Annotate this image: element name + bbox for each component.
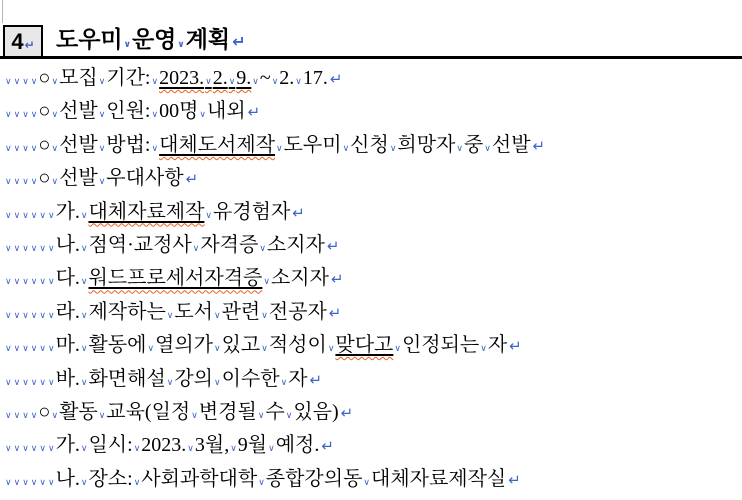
- space-mark: ∨: [271, 77, 279, 87]
- space-mark: ∨: [98, 143, 106, 154]
- space-mark: ∨: [5, 77, 12, 87]
- space-mark: ∨: [47, 377, 55, 388]
- space-mark: ∨: [22, 277, 29, 288]
- space-mark: ∨: [39, 444, 46, 455]
- space-mark: ∨: [98, 410, 106, 421]
- space-mark: ∨: [22, 344, 29, 355]
- space-mark: ∨: [30, 210, 38, 221]
- space-mark: ∨: [39, 477, 46, 488]
- space-mark: ∨: [166, 310, 174, 321]
- text-run: 도우미∨운영∨계획: [56, 27, 231, 52]
- text-run: 다.∨: [55, 267, 88, 290]
- space-mark: ∨: [22, 444, 29, 455]
- underlined-text-run: [159, 67, 251, 89]
- spellcheck-squiggle-run: 대체자료제작: [88, 200, 205, 223]
- return-mark-icon: ↵: [247, 103, 261, 122]
- space-mark: ∨: [39, 210, 46, 221]
- return-mark-icon: ↵: [328, 303, 342, 322]
- space-mark: ∨: [166, 377, 174, 388]
- space-mark: ∨: [252, 77, 259, 87]
- space-mark: ∨: [5, 177, 12, 188]
- text-run: ∨소지자: [263, 267, 329, 290]
- space-mark: ∨: [13, 277, 21, 288]
- space-mark: ∨: [80, 277, 88, 288]
- space-mark: ∨: [205, 210, 212, 221]
- text-run: ∨유경험자: [205, 200, 291, 223]
- space-mark: ∨: [47, 210, 55, 221]
- space-mark: ∨: [151, 143, 159, 154]
- space-mark: ∨: [47, 344, 55, 355]
- text-run: 바.∨화면해설∨강의∨이수한∨자: [55, 367, 308, 390]
- doc-line-training-date[interactable]: [0, 429, 742, 462]
- space-mark: ∨: [342, 143, 350, 154]
- heading-number-box[interactable]: [3, 25, 43, 58]
- space-mark: ∨: [80, 377, 88, 388]
- return-mark-icon: ↵: [508, 470, 521, 489]
- doc-line-pref-na[interactable]: [0, 229, 742, 262]
- underlined-text-run: [88, 201, 204, 223]
- space-mark: ∨: [5, 477, 12, 488]
- doc-line-pref-ra[interactable]: [0, 296, 742, 329]
- space-mark: ∨: [13, 77, 21, 87]
- doc-line-selection-prefs[interactable]: [0, 162, 742, 195]
- text-run: ○∨선발∨우대사항: [38, 167, 184, 190]
- space-mark: ∨: [30, 77, 38, 87]
- heading-underline: [0, 56, 742, 59]
- text-run: 마.∨활동에∨열의가∨있고∨적성이∨: [55, 334, 335, 357]
- space-mark: ∨: [280, 377, 288, 388]
- space-mark: ∨: [5, 243, 12, 254]
- doc-line-training-place[interactable]: [0, 463, 742, 496]
- return-mark-icon: ↵: [24, 37, 35, 52]
- space-mark: ∨: [295, 77, 302, 87]
- space-mark: ∨: [13, 177, 21, 188]
- doc-line-pref-da[interactable]: [0, 262, 742, 295]
- space-mark: ∨: [39, 310, 46, 321]
- space-mark: ∨: [30, 444, 38, 455]
- space-mark: ∨: [22, 210, 29, 221]
- doc-line-activity-training[interactable]: [0, 396, 742, 429]
- space-mark: ∨: [268, 444, 275, 455]
- text-run: ○∨활동∨교육(일정∨변경될∨수∨있음): [38, 400, 339, 423]
- underlined-text-run: [159, 134, 275, 156]
- text-run: ○∨선발∨방법:∨: [38, 133, 159, 156]
- space-mark: ∨: [13, 344, 21, 355]
- spellcheck-squiggle-run: 맞다고: [335, 334, 394, 357]
- space-mark: ∨: [13, 210, 21, 221]
- return-mark-icon: ↵: [326, 236, 340, 255]
- space-mark: ∨: [5, 110, 12, 121]
- upper-table-border-stub: [2, 0, 3, 23]
- space-mark: ∨: [456, 143, 463, 154]
- space-mark: ∨: [30, 277, 38, 288]
- space-mark: ∨: [13, 477, 21, 488]
- space-mark: ∨: [80, 310, 88, 321]
- space-mark: ∨: [261, 310, 268, 321]
- space-mark: ∨: [123, 40, 131, 50]
- underlined-text-run: [335, 334, 393, 356]
- return-mark-icon: ↵: [509, 337, 522, 356]
- space-mark: ∨: [22, 77, 29, 87]
- text-run: 나.∨점역·교정사∨자격증∨소지자: [55, 233, 325, 256]
- space-mark: ∨: [30, 110, 38, 121]
- space-mark: ∨: [39, 344, 46, 355]
- space-mark: ∨: [47, 243, 55, 254]
- text-run: 나.∨장소:∨사회과학대학∨종합강의동∨대체자료제작실: [55, 467, 507, 490]
- text-run: 가.∨일시:∨2023.∨3월,∨9월∨예정.: [55, 434, 320, 457]
- space-mark: ∨: [13, 310, 21, 321]
- doc-line-recruit-period[interactable]: [0, 62, 742, 95]
- spellcheck-squiggle-run: 워드프로세서자격증: [88, 267, 263, 290]
- space-mark: ∨: [47, 310, 55, 321]
- space-mark: ∨: [98, 110, 106, 121]
- space-mark: ∨: [151, 110, 159, 121]
- space-mark: ∨: [228, 77, 236, 87]
- return-mark-icon: ↵: [309, 370, 323, 389]
- space-mark: ∨: [484, 143, 491, 154]
- space-mark: ∨: [80, 477, 88, 488]
- doc-line-selection-method[interactable]: [0, 129, 742, 162]
- space-mark: ∨: [192, 243, 200, 254]
- space-mark: ∨: [13, 243, 21, 254]
- space-mark: ∨: [80, 344, 88, 355]
- space-mark: ∨: [30, 377, 38, 388]
- space-mark: ∨: [285, 410, 293, 421]
- space-mark: ∨: [394, 344, 401, 355]
- space-mark: ∨: [39, 377, 46, 388]
- space-mark: ∨: [22, 110, 29, 121]
- space-mark: ∨: [30, 143, 38, 154]
- space-mark: ∨: [47, 444, 55, 455]
- space-mark: ∨: [187, 444, 194, 455]
- space-mark: ∨: [80, 243, 88, 254]
- space-mark: ∨: [5, 410, 12, 421]
- space-mark: ∨: [47, 277, 55, 288]
- space-mark: ∨: [80, 444, 88, 455]
- return-mark-icon: ↵: [330, 270, 344, 289]
- space-mark: ∨: [51, 77, 59, 87]
- space-mark: ∨: [30, 177, 38, 188]
- space-mark: ∨: [5, 210, 12, 221]
- space-mark: ∨: [257, 410, 265, 421]
- space-mark: ∨: [39, 243, 46, 254]
- space-mark: ∨: [98, 177, 106, 188]
- space-mark: ∨: [5, 277, 12, 288]
- spellcheck-squiggle-run: 대체도서제작: [159, 133, 276, 156]
- space-mark: ∨: [30, 477, 38, 488]
- return-mark-icon: ↵: [329, 70, 343, 88]
- space-mark: ∨: [230, 444, 237, 455]
- space-mark: ∨: [205, 77, 212, 87]
- space-mark: ∨: [214, 377, 221, 388]
- space-mark: ∨: [214, 344, 221, 355]
- space-mark: ∨: [98, 77, 106, 87]
- space-mark: ∨: [51, 177, 59, 188]
- space-mark: ∨: [13, 410, 21, 421]
- space-mark: ∨: [363, 477, 370, 488]
- underlined-text-run: [88, 267, 262, 289]
- space-mark: ∨: [22, 477, 29, 488]
- space-mark: ∨: [199, 110, 207, 121]
- return-mark-icon: ↵: [340, 403, 354, 422]
- space-mark: ∨: [47, 477, 55, 488]
- space-mark: ∨: [39, 277, 46, 288]
- doc-line-pref-ma[interactable]: [0, 329, 742, 362]
- heading-title[interactable]: [56, 24, 246, 56]
- space-mark: ∨: [133, 444, 141, 455]
- space-mark: ∨: [30, 243, 38, 254]
- spellcheck-squiggle-run: 2023.∨2.∨9.: [159, 67, 252, 89]
- text-run: ∨~∨2.∨17.: [252, 67, 328, 89]
- text-run: ○∨모집∨기간:∨: [38, 67, 159, 89]
- text-run: ○∨선발∨인원:∨00명∨내외: [38, 100, 246, 123]
- space-mark: ∨: [22, 177, 29, 188]
- return-mark-icon: ↵: [232, 32, 246, 51]
- space-mark: ∨: [13, 377, 21, 388]
- space-mark: ∨: [263, 277, 270, 288]
- space-mark: ∨: [30, 410, 38, 421]
- text-run: ∨도우미∨신청∨희망자∨중∨선발: [276, 133, 531, 156]
- space-mark: ∨: [133, 477, 141, 488]
- space-mark: ∨: [177, 40, 185, 50]
- space-mark: ∨: [30, 310, 38, 321]
- space-mark: ∨: [5, 344, 12, 355]
- space-mark: ∨: [261, 344, 268, 355]
- space-mark: ∨: [22, 243, 29, 254]
- return-mark-icon: ↵: [292, 203, 305, 222]
- space-mark: ∨: [13, 143, 21, 154]
- return-mark-icon: ↵: [185, 170, 199, 189]
- doc-line-selection-count[interactable]: [0, 95, 742, 128]
- return-mark-icon: ↵: [532, 136, 546, 155]
- text-run: 가.∨: [55, 200, 88, 223]
- document-body: [0, 62, 742, 496]
- space-mark: ∨: [51, 143, 59, 154]
- space-mark: ∨: [22, 310, 29, 321]
- space-mark: ∨: [147, 344, 155, 355]
- space-mark: ∨: [480, 344, 487, 355]
- text-run: 라.∨제작하는∨도서∨관련∨전공자: [55, 300, 327, 323]
- space-mark: ∨: [51, 410, 59, 421]
- space-mark: ∨: [259, 243, 266, 254]
- space-mark: ∨: [214, 310, 221, 321]
- space-mark: ∨: [5, 310, 12, 321]
- heading-number: 4: [11, 28, 24, 54]
- text-run: ∨인정되는∨자: [394, 334, 508, 357]
- space-mark: ∨: [5, 377, 12, 388]
- space-mark: ∨: [5, 444, 12, 455]
- space-mark: ∨: [389, 143, 397, 154]
- space-mark: ∨: [80, 210, 88, 221]
- space-mark: ∨: [22, 143, 29, 154]
- return-mark-icon: ↵: [321, 437, 334, 456]
- doc-line-pref-ba[interactable]: [0, 363, 742, 396]
- space-mark: ∨: [151, 77, 159, 87]
- space-mark: ∨: [22, 377, 29, 388]
- space-mark: ∨: [276, 143, 283, 154]
- space-mark: ∨: [22, 410, 29, 421]
- space-mark: ∨: [30, 344, 38, 355]
- space-mark: ∨: [327, 344, 335, 355]
- space-mark: ∨: [191, 410, 198, 421]
- space-mark: ∨: [5, 143, 12, 154]
- space-mark: ∨: [13, 110, 21, 121]
- doc-line-pref-ga[interactable]: [0, 196, 742, 229]
- space-mark: ∨: [13, 444, 21, 455]
- space-mark: ∨: [51, 110, 59, 121]
- space-mark: ∨: [258, 477, 265, 488]
